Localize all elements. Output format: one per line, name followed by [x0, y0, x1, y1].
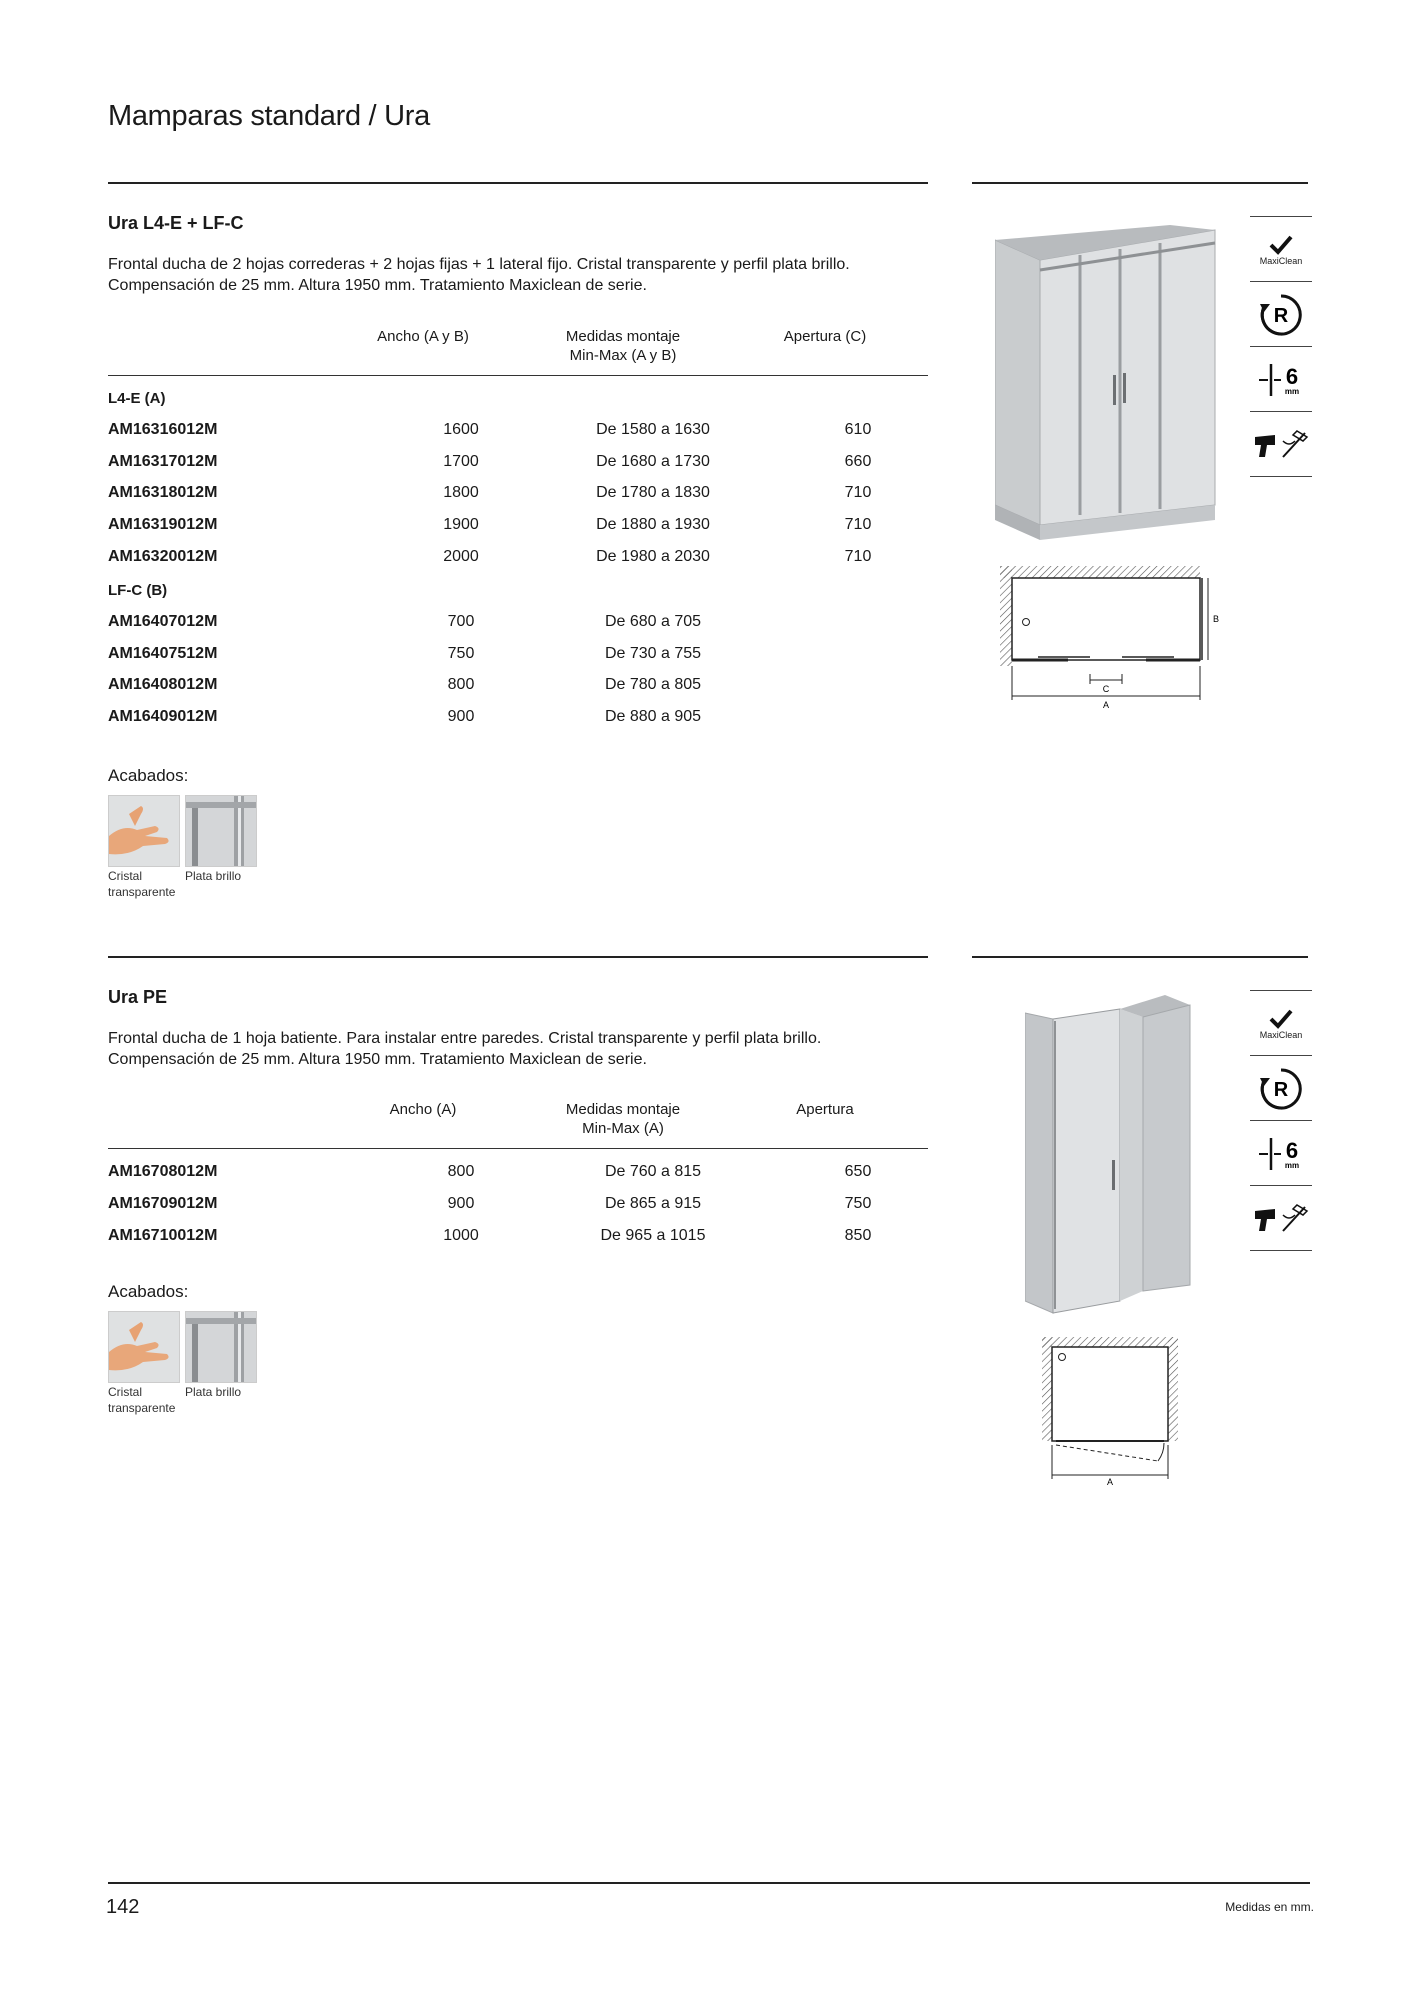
svg-text:R: R [1273, 305, 1289, 327]
section2-title: Ura PE [108, 987, 168, 1007]
s2-header-opening: Apertura [796, 1101, 854, 1118]
icon-separator [1250, 216, 1312, 217]
table-row: AM16320012M 2000 De 1980 a 2030 710 [108, 548, 872, 565]
table-row: AM16408012M 800 De 780 a 805 [108, 676, 702, 693]
table-row: AM16407512M 750 De 730 a 755 [108, 645, 702, 662]
icon-separator [1250, 990, 1312, 991]
product-image-pe [1025, 995, 1195, 1315]
icon-separator [1250, 1120, 1312, 1121]
icon-separator [1250, 346, 1312, 347]
table-row: AM16407012M 700 De 680 a 705 [108, 613, 702, 630]
swatch-caption-glass: Cristal transparente [108, 1385, 176, 1415]
swatch-caption-glass: Cristal transparente [108, 869, 176, 899]
footer-rule [108, 1882, 1310, 1884]
plan-diagram-pe [1040, 1335, 1190, 1485]
table-row: AM16318012M 1800 De 1780 a 1830 710 [108, 484, 872, 501]
s1-header-opening: Apertura (C) [783, 328, 867, 345]
svg-text:R: R [1273, 1079, 1289, 1101]
table-row: AM16317012M 1700 De 1680 a 1730 660 [108, 453, 872, 470]
maxiclean-icon: MaxiClean [1250, 218, 1312, 282]
reversible-icon [1250, 283, 1312, 347]
s1-header-range: Medidas montaje Min-Max (A y B) [565, 328, 681, 364]
svg-text:mm: mm [1284, 1161, 1300, 1170]
glass-thickness-icon [1250, 1122, 1312, 1186]
table-row: AM16409012M 900 De 880 a 905 [108, 708, 702, 725]
section1-title: Ura L4-E + LF-C [108, 213, 244, 233]
product-image-l4e-lfc [995, 225, 1220, 540]
page-number: 142 [106, 1896, 140, 1918]
s1-finishes-label: Acabados: [108, 766, 189, 785]
s2-header-range: Medidas montaje Min-Max (A) [565, 1101, 681, 1137]
section2-top-rule [108, 956, 928, 958]
swatch-silver-profile [185, 795, 257, 867]
glass-thickness-icon [1250, 348, 1312, 412]
dim-label-a: A [1102, 700, 1110, 710]
units-note: Medidas en mm. [1225, 1900, 1314, 1914]
installation-tools-icon [1250, 1187, 1312, 1251]
s1-header-width: Ancho (A y B) [377, 328, 469, 345]
icon-separator [1250, 1185, 1312, 1186]
table-row: AM16708012M 800 De 760 a 815 650 [108, 1163, 872, 1180]
maxiclean-icon: MaxiClean [1250, 992, 1312, 1056]
table-row: AM16319012M 1900 De 1880 a 1930 710 [108, 516, 872, 533]
section1-description: Frontal ducha de 2 hojas correderas + 2 hojas fijas + 1 lateral fijo. Cristal transparente y perfil plata brillo. Compensación de 25 mm. Altura 1950 mm. Tratamiento Maxiclean de serie. [108, 256, 850, 294]
installation-tools-icon [1250, 413, 1312, 477]
icon-separator [1250, 281, 1312, 282]
section2-description: Frontal ducha de 1 hoja batiente. Para instalar entre paredes. Cristal transparente y perfil plata brillo. Compensación de 25 mm. Altura 1950 mm. Tratamiento Maxiclean de serie. [108, 1030, 822, 1068]
swatch-caption-silver: Plata brillo [185, 869, 242, 883]
page-title: Mamparas standard / Ura [108, 100, 430, 132]
svg-text:6: 6 [1285, 1138, 1299, 1163]
reversible-icon [1250, 1057, 1312, 1121]
swatch-caption-silver: Plata brillo [185, 1385, 242, 1399]
icon-separator [1250, 1055, 1312, 1056]
icon-separator [1250, 411, 1312, 412]
s2-finishes-label: Acabados: [108, 1282, 189, 1301]
swatch-silver-profile [185, 1311, 257, 1383]
svg-text:mm: mm [1284, 387, 1300, 396]
icon-separator [1250, 1250, 1312, 1251]
swatch-clear-glass [108, 795, 180, 867]
dim-label-a: A [1106, 1477, 1114, 1485]
s2-header-rule [108, 1148, 928, 1149]
s1-header-rule [108, 375, 928, 376]
dim-label-c: C [1102, 684, 1110, 694]
swatch-clear-glass [108, 1311, 180, 1383]
s1-group-l4e: L4-E (A) [108, 390, 166, 407]
s2-header-width: Ancho (A) [389, 1101, 457, 1118]
table-row: AM16710012M 1000 De 965 a 1015 850 [108, 1227, 872, 1244]
section1-top-rule [108, 182, 928, 184]
table-row: AM16316012M 1600 De 1580 a 1630 610 [108, 421, 872, 438]
section2-side-rule [972, 956, 1308, 958]
icon-separator [1250, 476, 1312, 477]
plan-diagram-l4e-lfc [998, 562, 1228, 712]
dim-label-b: B [1212, 614, 1220, 624]
svg-text:6: 6 [1285, 364, 1299, 389]
section1-side-rule [972, 182, 1308, 184]
s1-group-lfc: LF-C (B) [108, 582, 168, 599]
table-row: AM16709012M 900 De 865 a 915 750 [108, 1195, 872, 1212]
